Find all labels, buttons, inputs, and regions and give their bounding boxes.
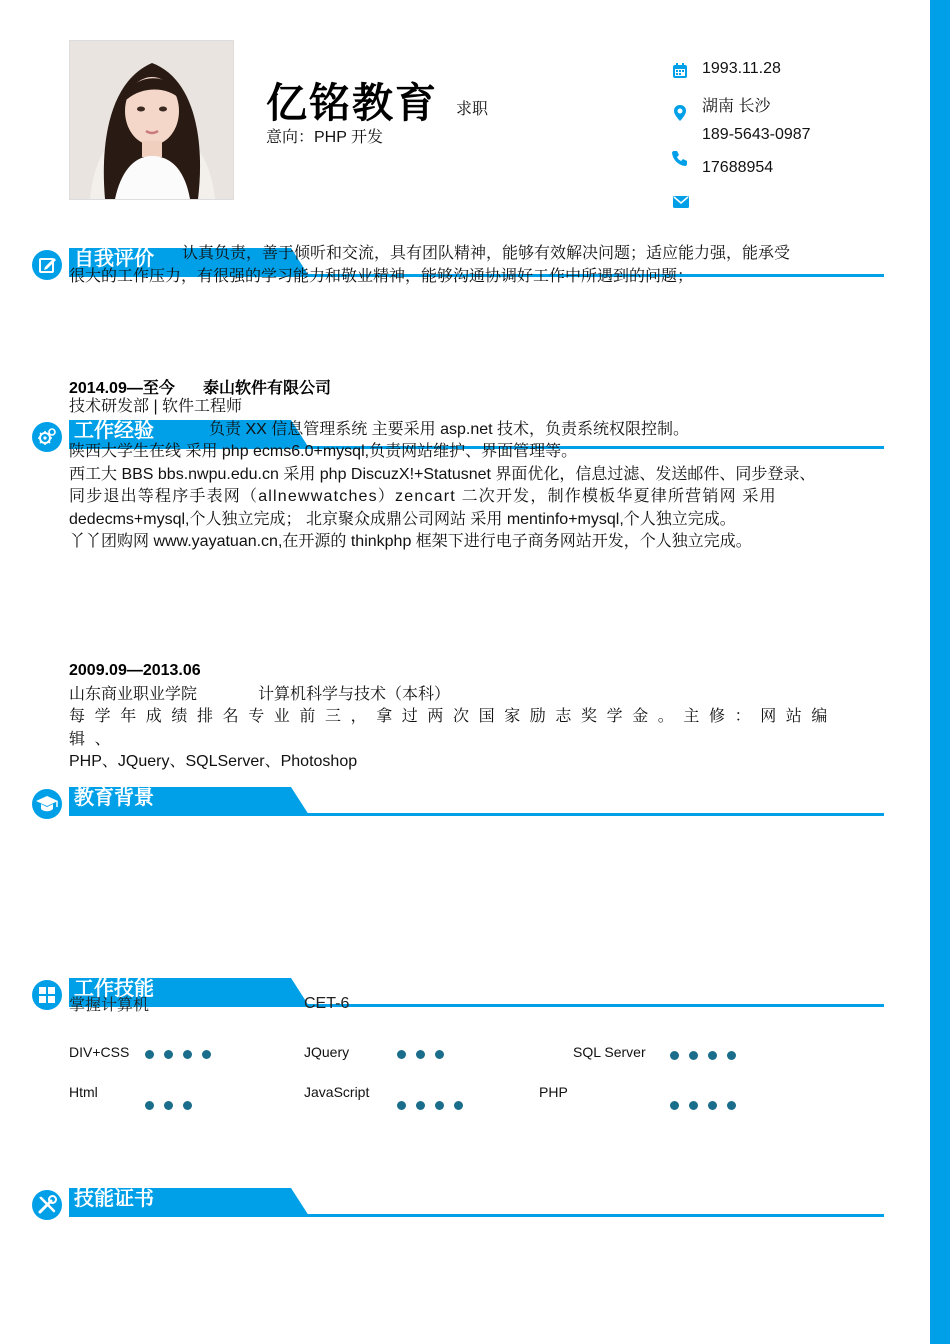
phone-icon bbox=[671, 149, 689, 167]
location-icon bbox=[671, 104, 689, 122]
skill-level-dots bbox=[670, 1051, 746, 1060]
profile-photo bbox=[69, 40, 234, 200]
edu-major: 计算机科学与技术（本科） bbox=[258, 686, 451, 703]
edu-line: 每学年成绩排名专业前三，拿过两次国家励志奖学金。主修：网站编辑、 bbox=[69, 708, 838, 748]
section-skills-header bbox=[32, 978, 884, 1010]
windows-grid-icon bbox=[32, 980, 62, 1010]
work-company: 泰山软件有限公司 bbox=[203, 380, 332, 397]
skill-level-dots bbox=[145, 1101, 202, 1110]
skill-label: SQL Server bbox=[573, 1044, 646, 1060]
skill-label: JavaScript bbox=[304, 1084, 370, 1100]
skill-label: Html bbox=[69, 1084, 98, 1100]
skill-dot bbox=[689, 1051, 698, 1060]
skill-dot bbox=[416, 1101, 425, 1110]
edu-details bbox=[69, 706, 884, 774]
section-title-certs: 技能证书 bbox=[74, 1188, 154, 1210]
skill-dot bbox=[397, 1101, 406, 1110]
section-title-work: 工作经验 bbox=[74, 420, 154, 442]
skill-dot bbox=[164, 1050, 173, 1059]
skill-dot bbox=[435, 1050, 444, 1059]
name-suffix: 求职 bbox=[456, 101, 489, 118]
right-accent-bar bbox=[930, 0, 950, 1344]
skill-dot bbox=[183, 1101, 192, 1110]
work-line: 负责 XX 信息管理系统 主要采用 asp.net 技术，负责系统权限控制。 bbox=[209, 420, 690, 438]
skill-dot bbox=[670, 1101, 679, 1110]
skill-dot bbox=[454, 1101, 463, 1110]
work-line: 同步退出等程序手表网（allnewwatches）zencart 二次开发，制作模板华夏律所营销网 采用 bbox=[69, 488, 777, 505]
self-eval-line: 认真负责，善于倾听和交流，具有团队精神，能够有效解决问题；适应能力强，能承受 bbox=[182, 245, 791, 262]
self-eval-line: 很大的工作压力，有很强的学习能力和敬业精神，能够沟通协调好工作中所遇到的问题； bbox=[69, 267, 694, 285]
skill-dot bbox=[435, 1101, 444, 1110]
work-details bbox=[69, 396, 884, 554]
edit-icon bbox=[32, 250, 62, 280]
edu-line: PHP、JQuery、SQLServer、Photoshop bbox=[69, 753, 358, 770]
work-dept: 技术研发部 | 软件工程师 bbox=[69, 398, 243, 415]
skill-level-dots bbox=[397, 1050, 454, 1059]
skills-partial-right: CET-6 bbox=[304, 995, 350, 1012]
work-line: 丫丫团购网 www.yayatuan.cn,在开源的 thinkphp 框架下进行电子商务网站开发，个人独立完成。 bbox=[69, 533, 752, 550]
self-eval-text bbox=[69, 243, 884, 288]
mail-icon bbox=[672, 193, 690, 211]
skill-dot bbox=[689, 1101, 698, 1110]
tools-icon bbox=[32, 1190, 62, 1220]
skill-dot bbox=[183, 1050, 192, 1059]
skill-dot bbox=[708, 1101, 717, 1110]
section-certs-header bbox=[32, 1188, 884, 1220]
skill-dot bbox=[670, 1051, 679, 1060]
skill-dot bbox=[164, 1101, 173, 1110]
skill-dot bbox=[145, 1101, 154, 1110]
skill-dot bbox=[727, 1051, 736, 1060]
work-line: dedecms+mysql,个人独立完成； 北京聚众成鼎公司网站 采用 mentinfo+mysql,个人独立完成。 bbox=[69, 510, 736, 528]
section-education-header bbox=[32, 787, 884, 819]
work-line: 西工大 BBS bbs.nwpu.edu.cn 采用 php DiscuzX!+Statusnet 界面优化，信息过滤、发送邮件、同步登录、 bbox=[69, 465, 816, 483]
skill-label: JQuery bbox=[304, 1044, 350, 1060]
location-text: 湖南 长沙 bbox=[702, 98, 771, 115]
skill-dot bbox=[708, 1051, 717, 1060]
skill-level-dots bbox=[145, 1050, 221, 1059]
graduation-cap-icon bbox=[32, 789, 62, 819]
skill-dot bbox=[145, 1050, 154, 1059]
skill-dot bbox=[202, 1050, 211, 1059]
work-period: 2014.09—至今 bbox=[69, 380, 175, 397]
phone-number: 189-5643-0987 bbox=[702, 126, 811, 143]
skill-label: PHP bbox=[539, 1084, 568, 1100]
skills-partial-left: 掌握计算机 bbox=[69, 997, 150, 1014]
job-intent: 意向：PHP 开发 bbox=[266, 129, 384, 146]
edu-period: 2009.09—2013.06 bbox=[69, 662, 201, 679]
edu-school: 山东商业职业学院 bbox=[69, 686, 198, 703]
calendar-icon bbox=[671, 62, 689, 80]
qq-number: 17688954 bbox=[702, 159, 774, 176]
skill-label: DIV+CSS bbox=[69, 1044, 130, 1060]
skill-dot bbox=[397, 1050, 406, 1059]
section-title-skills: 工作技能 bbox=[74, 978, 154, 1000]
section-title-self-eval: 自我评价 bbox=[74, 248, 154, 270]
birth-date: 1993.11.28 bbox=[702, 60, 781, 77]
skill-dot bbox=[416, 1050, 425, 1059]
candidate-name: 亿铭教育 bbox=[266, 80, 438, 126]
section-title-education: 教育背景 bbox=[74, 787, 154, 809]
gear-icon bbox=[32, 422, 62, 452]
work-line: 陕西大学生在线 采用 php ecms6.0+mysql,负责网站维护、界面管理等。 bbox=[69, 443, 578, 460]
skill-level-dots bbox=[397, 1101, 473, 1110]
skill-level-dots bbox=[670, 1101, 746, 1110]
skill-dot bbox=[727, 1101, 736, 1110]
